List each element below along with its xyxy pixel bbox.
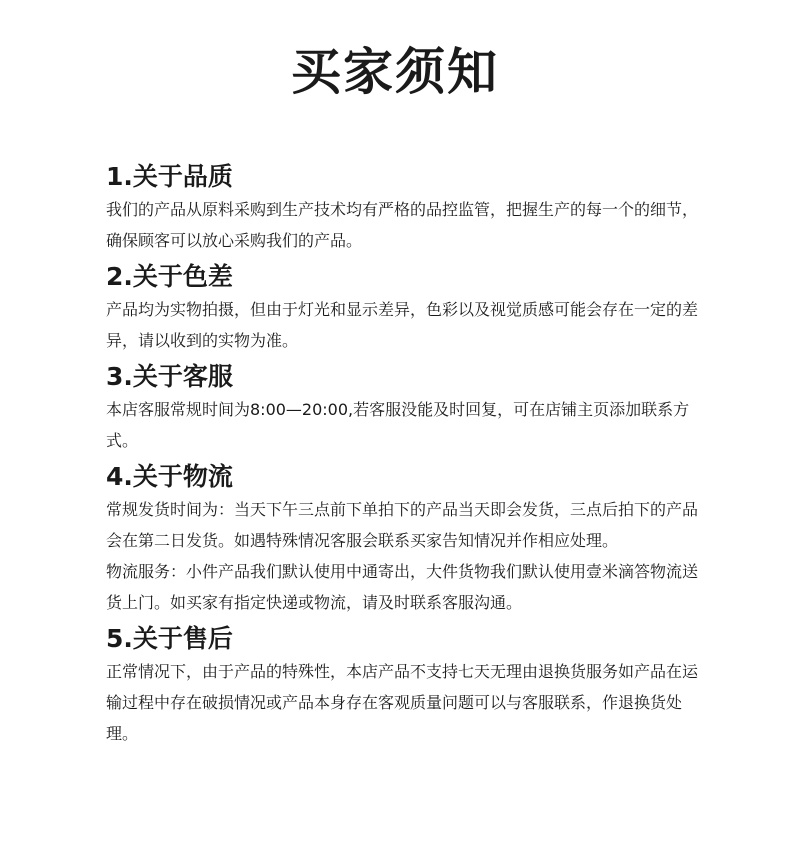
section-quality [106, 160, 706, 256]
section-color-difference [106, 260, 706, 356]
section-heading: 2.关于色差 [106, 262, 233, 291]
section-heading: 5.关于售后 [106, 624, 233, 653]
section-paragraph: 常规发货时间为：当天下午三点前下单拍下的产品当天即会发货，三点后拍下的产品会在第二日发货。如遇特殊情况客服会联系买家告知情况并作相应处理。 [106, 500, 699, 550]
section-paragraph: 我们的产品从原料采购到生产技术均有严格的品控监管，把握生产的每一个的细节，确保顾客可以放心采购我们的产品。 [106, 200, 699, 250]
section-paragraph: 正常情况下，由于产品的特殊性，本店产品不支持七天无理由退换货服务如产品在运输过程中存在破损情况或产品本身存在客观质量问题可以与客服联系，作退换货处理。 [106, 662, 699, 743]
page-title: 买家须知 [291, 43, 499, 101]
section-heading: 4.关于物流 [106, 462, 233, 491]
section-paragraph: 本店客服常规时间为8:00—20:00,若客服没能及时回复，可在店铺主页添加联系方式。 [106, 400, 690, 450]
section-after-sales [106, 622, 706, 749]
section-heading: 3.关于客服 [106, 362, 233, 391]
notice-content [106, 160, 706, 753]
section-logistics [106, 460, 706, 618]
section-paragraph: 产品均为实物拍摄，但由于灯光和显示差异，色彩以及视觉质感可能会存在一定的差异，请以收到的实物为准。 [106, 300, 699, 350]
section-paragraph: 物流服务：小件产品我们默认使用中通寄出，大件货物我们默认使用壹米滴答物流送货上门。如买家有指定快递或物流，请及时联系客服沟通。 [106, 562, 699, 612]
section-customer-service [106, 360, 706, 456]
section-heading: 1.关于品质 [106, 162, 233, 191]
